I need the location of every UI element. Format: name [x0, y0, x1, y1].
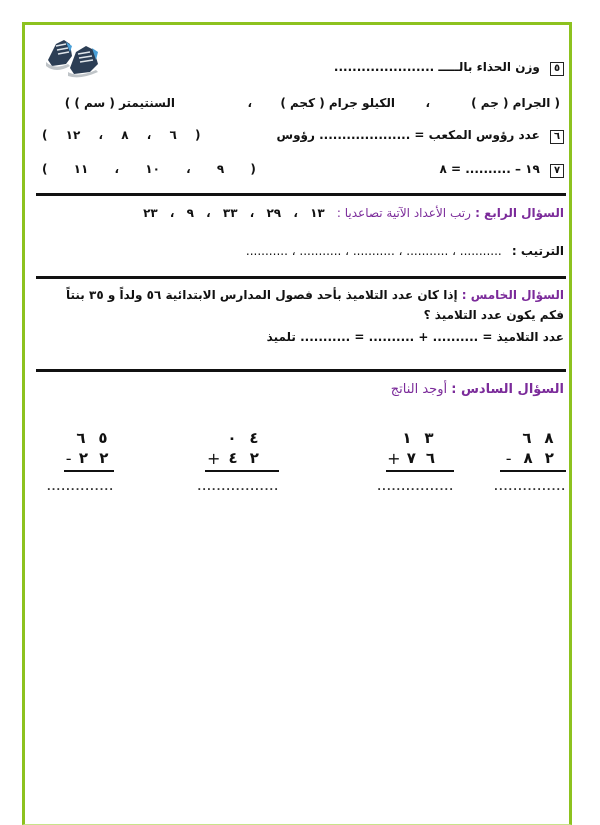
problem-4-top-tens: ٥ — [98, 429, 108, 447]
question5-answer-line[interactable]: عدد التلاميذ = .......... + .......... = ........... تلميذ — [266, 330, 564, 344]
question4-order-blanks[interactable]: ........... ، ........... ، ........... ، ........... ، ........... — [245, 244, 502, 258]
problem-2-bottom-ones: ٧ — [406, 449, 416, 467]
q5-option-sep2: ، — [247, 96, 252, 110]
q7-row — [439, 162, 564, 178]
problem-2-plus-sign: + — [387, 448, 401, 468]
q6-text: عدد رؤوس المكعب = .................... رؤوس — [276, 128, 540, 142]
problem-1-answer[interactable]: ............... — [494, 482, 566, 493]
q5-option-grams: ( الجرام ( جم ) — [471, 96, 560, 110]
divider-3 — [36, 369, 566, 372]
problem-2-line — [386, 470, 454, 472]
shoe-left — [46, 40, 72, 70]
shoes-image — [42, 30, 106, 78]
question6-instruction: أوجد الناتج — [390, 382, 448, 397]
divider-1 — [36, 193, 566, 196]
q5-option-kilograms: الكيلو جرام ( كجم ) — [280, 96, 395, 110]
q6-row — [277, 128, 564, 144]
problem-4-line — [64, 470, 114, 472]
q7-text: ١٩ – .......... = ٨ — [439, 162, 540, 176]
q6-number-box: ٦ — [550, 130, 564, 144]
divider-2 — [36, 276, 566, 279]
question5-heading: السؤال الخامس : — [461, 288, 564, 302]
q7-options: ( ٩ ، ١٠ ، ١١ ) — [42, 162, 256, 176]
problem-3-plus-sign: + — [206, 448, 221, 468]
question5-text-line1: إذا كان عدد التلاميذ بأحد فصول المدارس الابتدائية ٥٦ ولداً و ٣٥ بنتاً — [66, 288, 458, 302]
problem-3-bottom-tens: ٢ — [249, 449, 259, 467]
question5-text-line2: فكم يكون عدد التلاميذ ؟ — [423, 308, 564, 322]
q5-option-centimeters: السنتيمتر ( سم ) ) — [64, 96, 175, 110]
problem-2-answer[interactable]: ................ — [377, 482, 454, 493]
problem-1-top-ones: ٦ — [522, 429, 532, 447]
question4-instruction: رتب الأعداد الآتية تصاعديا : — [336, 206, 471, 220]
problem-1-line — [500, 470, 566, 472]
problem-4-minus-sign: - — [65, 448, 72, 468]
problem-4-bottom-ones: ٢ — [78, 449, 89, 467]
problem-4-answer[interactable]: .............. — [46, 482, 114, 493]
problem-4-bottom-tens: ٢ — [99, 449, 109, 467]
problem-2-top-tens: ٣ — [424, 429, 434, 447]
problem-1-bottom-tens: ٢ — [544, 449, 554, 467]
question4-heading: السؤال الرابع : — [475, 206, 564, 220]
problem-3-bottom-ones: ٤ — [228, 449, 238, 467]
q7-number-box: ٧ — [550, 164, 564, 178]
q5-option-sep1: ، — [425, 96, 430, 110]
problem-1-top-tens: ٨ — [544, 429, 554, 447]
problem-3 — [197, 428, 279, 493]
problem-3-top-ones: ٠ — [227, 429, 237, 447]
shoe-right — [68, 46, 98, 77]
question6-heading: السؤال السادس : — [451, 382, 564, 397]
problem-1-bottom-ones: ٨ — [523, 449, 533, 467]
question4-numbers: ١٣ ، ٢٩ ، ٣٣ ، ٩ ، ٢٣ — [143, 206, 325, 220]
q6-options: ( ٦ ، ٨ ، ١٢ ) — [42, 128, 201, 142]
q5-text: وزن الحذاء بالـــــ ...................... — [333, 60, 540, 74]
problem-2 — [377, 428, 454, 493]
question6-row — [391, 382, 564, 397]
problem-4 — [46, 428, 114, 493]
question5-line1 — [66, 288, 564, 302]
problem-3-top-tens: ٤ — [249, 429, 259, 447]
problem-2-top-ones: ١ — [402, 429, 412, 447]
question4-order-label: الترتيب : — [511, 244, 564, 258]
problem-3-line — [205, 470, 279, 472]
q5-number-box: ٥ — [550, 62, 564, 76]
q5-row — [334, 60, 564, 76]
problem-1-minus-sign: - — [505, 448, 512, 468]
question4-row — [143, 206, 564, 220]
question4-order-row — [246, 244, 564, 258]
problem-3-answer[interactable]: ................. — [197, 482, 279, 493]
problem-1 — [494, 428, 566, 493]
problem-2-bottom-tens: ٦ — [425, 449, 435, 467]
problem-4-top-ones: ٦ — [76, 429, 86, 447]
